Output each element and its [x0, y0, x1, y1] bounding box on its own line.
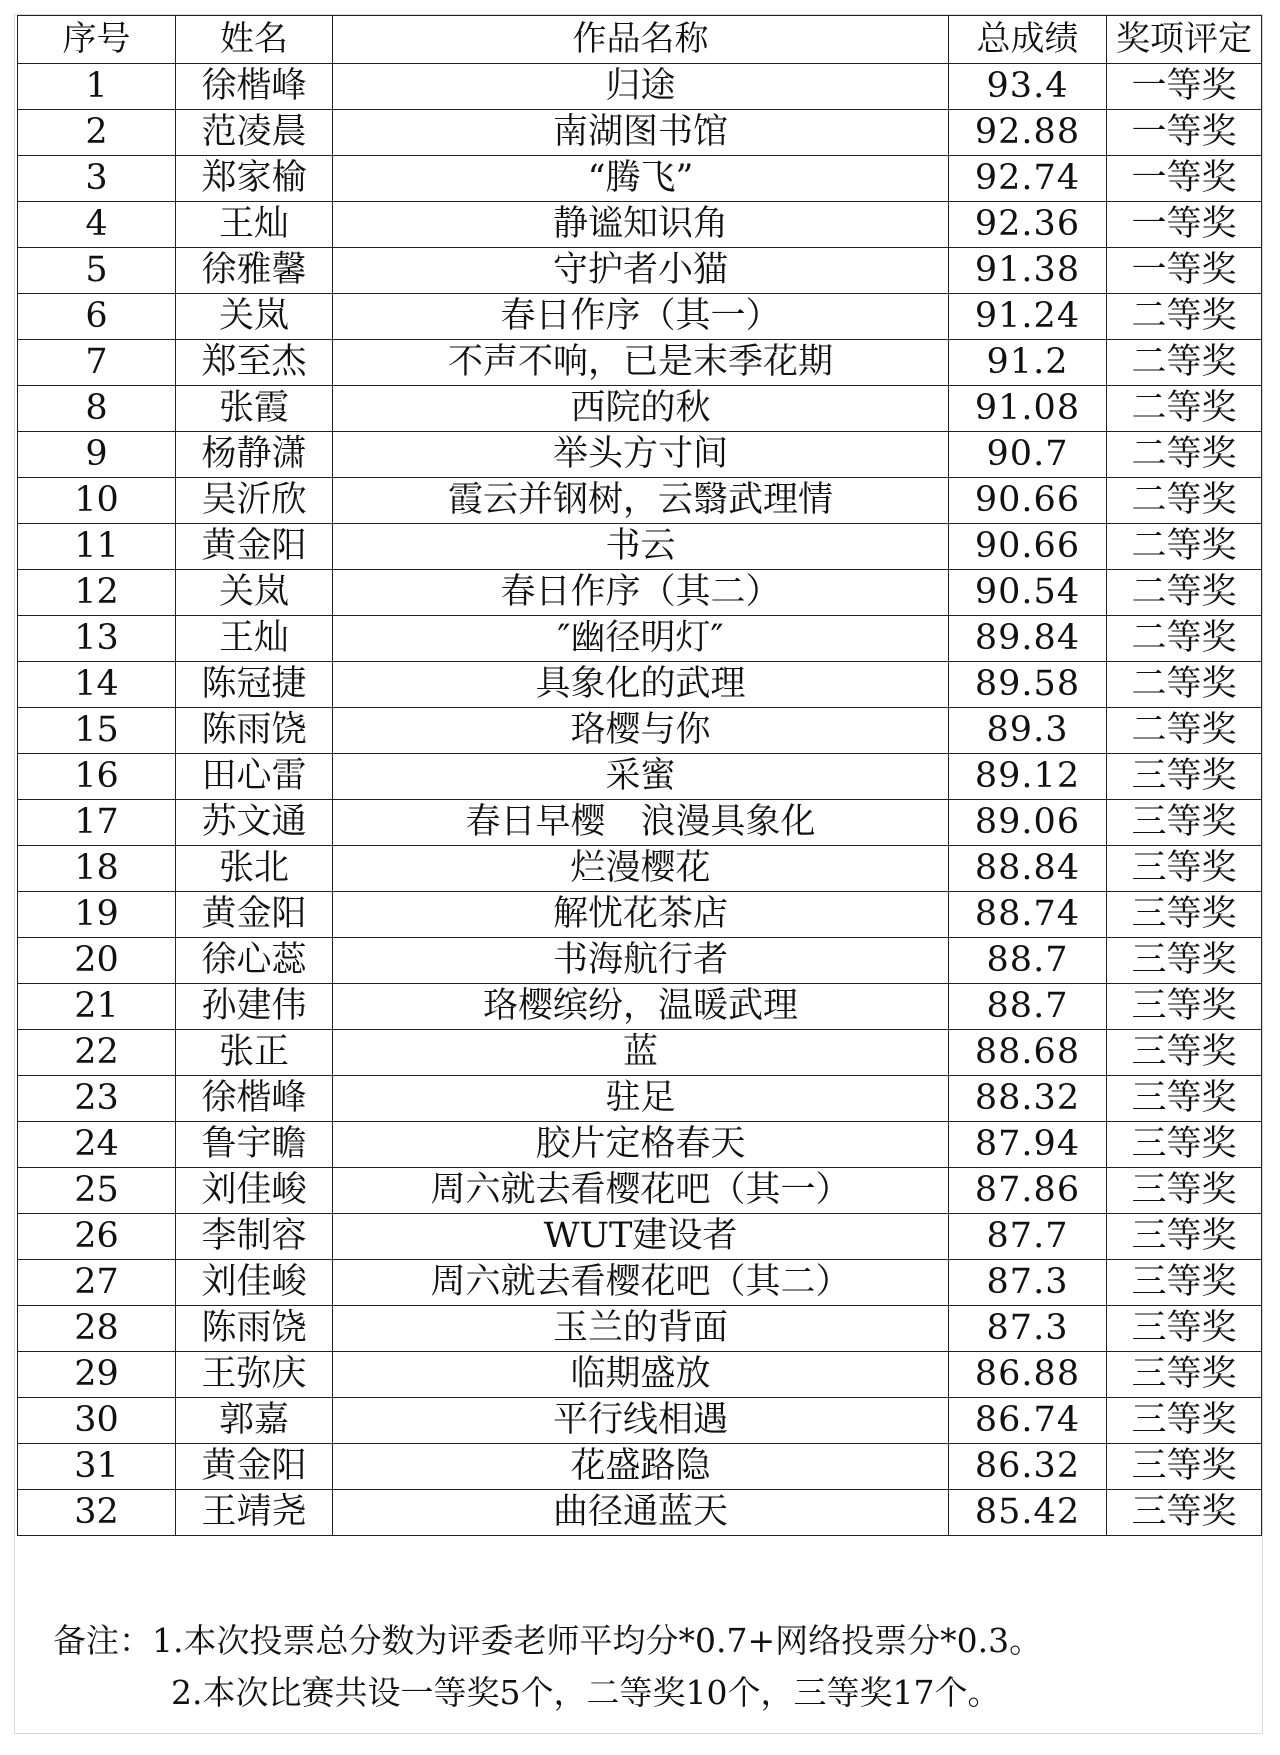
table-row [18, 662, 1262, 708]
cell-name: 黄金阳 [176, 524, 333, 570]
cell-work-title: 春日早樱 浪漫具象化 [333, 800, 949, 846]
table-row [18, 202, 1262, 248]
cell-index: 10 [18, 478, 176, 524]
cell-score: 89.84 [949, 616, 1107, 662]
cell-name: 陈冠捷 [176, 662, 333, 708]
cell-score: 91.38 [949, 248, 1107, 294]
table-row [18, 110, 1262, 156]
cell-name: 刘佳峻 [176, 1260, 333, 1306]
header-row [18, 16, 1262, 64]
cell-name: 郑家榆 [176, 156, 333, 202]
cell-award: 三等奖 [1107, 1076, 1262, 1122]
cell-award: 三等奖 [1107, 1352, 1262, 1398]
note-line-1: 备注：1.本次投票总分数为评委老师平均分*0.7+网络投票分*0.3。 [53, 1621, 1043, 1660]
cell-name: 张霞 [176, 386, 333, 432]
cell-name: 关岚 [176, 294, 333, 340]
cell-work-title: 解忧花茶店 [333, 892, 949, 938]
cell-award: 二等奖 [1107, 340, 1262, 386]
cell-name: 王弥庆 [176, 1352, 333, 1398]
cell-name: 苏文通 [176, 800, 333, 846]
cell-index: 13 [18, 616, 176, 662]
cell-index: 31 [18, 1444, 176, 1490]
cell-index: 11 [18, 524, 176, 570]
table-row [18, 1214, 1262, 1260]
cell-index: 6 [18, 294, 176, 340]
cell-score: 92.74 [949, 156, 1107, 202]
cell-index: 24 [18, 1122, 176, 1168]
cell-index: 20 [18, 938, 176, 984]
cell-work-title: 胶片定格春天 [333, 1122, 949, 1168]
cell-work-title: 举头方寸间 [333, 432, 949, 478]
cell-name: 范凌晨 [176, 110, 333, 156]
table-row [18, 248, 1262, 294]
cell-index: 16 [18, 754, 176, 800]
cell-name: 郑至杰 [176, 340, 333, 386]
cell-work-title: 花盛路隐 [333, 1444, 949, 1490]
cell-award: 三等奖 [1107, 800, 1262, 846]
cell-name: 关岚 [176, 570, 333, 616]
table-row [18, 938, 1262, 984]
cell-award: 三等奖 [1107, 754, 1262, 800]
cell-work-title: 春日作序（其一） [333, 294, 949, 340]
cell-score: 89.12 [949, 754, 1107, 800]
cell-award: 一等奖 [1107, 248, 1262, 294]
cell-name: 张北 [176, 846, 333, 892]
cell-name: 王灿 [176, 202, 333, 248]
cell-score: 88.84 [949, 846, 1107, 892]
cell-award: 一等奖 [1107, 202, 1262, 248]
table-row [18, 570, 1262, 616]
cell-work-title: 南湖图书馆 [333, 110, 949, 156]
cell-name: 吴沂欣 [176, 478, 333, 524]
cell-index: 5 [18, 248, 176, 294]
cell-index: 28 [18, 1306, 176, 1352]
cell-score: 89.06 [949, 800, 1107, 846]
cell-score: 86.32 [949, 1444, 1107, 1490]
award-results-sheet [14, 14, 1263, 1734]
cell-score: 93.4 [949, 64, 1107, 110]
cell-index: 14 [18, 662, 176, 708]
cell-score: 92.36 [949, 202, 1107, 248]
cell-score: 88.7 [949, 984, 1107, 1030]
header-total-score: 总成绩 [949, 16, 1107, 64]
cell-work-title: 周六就去看樱花吧（其一） [333, 1168, 949, 1214]
table-row [18, 1122, 1262, 1168]
table-row [18, 1306, 1262, 1352]
cell-work-title: 归途 [333, 64, 949, 110]
cell-award: 一等奖 [1107, 156, 1262, 202]
cell-work-title: 驻足 [333, 1076, 949, 1122]
cell-work-title: WUT建设者 [333, 1214, 949, 1260]
table-row [18, 478, 1262, 524]
cell-name: 徐雅馨 [176, 248, 333, 294]
cell-name: 黄金阳 [176, 1444, 333, 1490]
cell-award: 三等奖 [1107, 984, 1262, 1030]
cell-award: 二等奖 [1107, 478, 1262, 524]
table-row [18, 1076, 1262, 1122]
cell-work-title: 守护者小猫 [333, 248, 949, 294]
table-row [18, 432, 1262, 478]
cell-award: 二等奖 [1107, 294, 1262, 340]
cell-name: 孙建伟 [176, 984, 333, 1030]
cell-score: 87.3 [949, 1306, 1107, 1352]
cell-award: 一等奖 [1107, 110, 1262, 156]
cell-score: 91.08 [949, 386, 1107, 432]
cell-work-title: 不声不响，已是末季花期 [333, 340, 949, 386]
cell-index: 27 [18, 1260, 176, 1306]
table-row [18, 340, 1262, 386]
cell-score: 90.66 [949, 478, 1107, 524]
cell-score: 89.58 [949, 662, 1107, 708]
cell-index: 2 [18, 110, 176, 156]
cell-work-title: ″幽径明灯″ [333, 616, 949, 662]
cell-score: 88.7 [949, 938, 1107, 984]
cell-score: 87.7 [949, 1214, 1107, 1260]
table-row [18, 846, 1262, 892]
table-row [18, 294, 1262, 340]
cell-score: 90.54 [949, 570, 1107, 616]
cell-work-title: 平行线相遇 [333, 1398, 949, 1444]
cell-score: 86.74 [949, 1398, 1107, 1444]
cell-name: 田心雷 [176, 754, 333, 800]
cell-name: 徐心蕊 [176, 938, 333, 984]
cell-score: 91.24 [949, 294, 1107, 340]
cell-award: 三等奖 [1107, 938, 1262, 984]
cell-score: 90.7 [949, 432, 1107, 478]
table-row [18, 1352, 1262, 1398]
cell-award: 二等奖 [1107, 570, 1262, 616]
cell-award: 三等奖 [1107, 1168, 1262, 1214]
cell-score: 91.2 [949, 340, 1107, 386]
cell-score: 89.3 [949, 708, 1107, 754]
table-row [18, 1260, 1262, 1306]
cell-index: 1 [18, 64, 176, 110]
table-row [18, 524, 1262, 570]
cell-award: 三等奖 [1107, 1214, 1262, 1260]
table-row [18, 984, 1262, 1030]
cell-name: 张正 [176, 1030, 333, 1076]
table-row [18, 754, 1262, 800]
cell-work-title: 曲径通蓝天 [333, 1490, 949, 1536]
cell-award: 二等奖 [1107, 386, 1262, 432]
cell-name: 王灿 [176, 616, 333, 662]
cell-index: 25 [18, 1168, 176, 1214]
cell-index: 32 [18, 1490, 176, 1536]
cell-work-title: 珞樱与你 [333, 708, 949, 754]
cell-work-title: 周六就去看樱花吧（其二） [333, 1260, 949, 1306]
cell-work-title: “腾飞” [333, 156, 949, 202]
cell-award: 三等奖 [1107, 892, 1262, 938]
header-name: 姓名 [176, 16, 333, 64]
cell-score: 88.68 [949, 1030, 1107, 1076]
cell-award: 三等奖 [1107, 1260, 1262, 1306]
cell-score: 92.88 [949, 110, 1107, 156]
cell-index: 8 [18, 386, 176, 432]
cell-award: 三等奖 [1107, 1030, 1262, 1076]
cell-score: 88.32 [949, 1076, 1107, 1122]
table-row [18, 708, 1262, 754]
cell-index: 3 [18, 156, 176, 202]
cell-award: 二等奖 [1107, 432, 1262, 478]
table-row [18, 1168, 1262, 1214]
cell-work-title: 玉兰的背面 [333, 1306, 949, 1352]
results-table [17, 15, 1262, 1536]
cell-work-title: 书云 [333, 524, 949, 570]
cell-award: 二等奖 [1107, 524, 1262, 570]
cell-work-title: 蓝 [333, 1030, 949, 1076]
cell-award: 二等奖 [1107, 708, 1262, 754]
cell-name: 徐楷峰 [176, 64, 333, 110]
cell-name: 陈雨饶 [176, 708, 333, 754]
cell-award: 三等奖 [1107, 1398, 1262, 1444]
cell-score: 88.74 [949, 892, 1107, 938]
cell-name: 刘佳峻 [176, 1168, 333, 1214]
cell-award: 二等奖 [1107, 662, 1262, 708]
cell-index: 29 [18, 1352, 176, 1398]
cell-work-title: 静谧知识角 [333, 202, 949, 248]
cell-work-title: 书海航行者 [333, 938, 949, 984]
cell-index: 30 [18, 1398, 176, 1444]
cell-work-title: 采蜜 [333, 754, 949, 800]
cell-work-title: 烂漫樱花 [333, 846, 949, 892]
cell-index: 17 [18, 800, 176, 846]
header-index: 序号 [18, 16, 176, 64]
table-row [18, 386, 1262, 432]
cell-award: 三等奖 [1107, 1490, 1262, 1536]
cell-award: 三等奖 [1107, 1306, 1262, 1352]
cell-award: 三等奖 [1107, 846, 1262, 892]
cell-name: 李制容 [176, 1214, 333, 1260]
cell-index: 9 [18, 432, 176, 478]
table-row [18, 800, 1262, 846]
cell-name: 陈雨饶 [176, 1306, 333, 1352]
cell-score: 86.88 [949, 1352, 1107, 1398]
notes [53, 1615, 1253, 1719]
cell-name: 鲁宇瞻 [176, 1122, 333, 1168]
table-row [18, 892, 1262, 938]
cell-award: 三等奖 [1107, 1122, 1262, 1168]
cell-work-title: 西院的秋 [333, 386, 949, 432]
cell-work-title: 珞樱缤纷，温暖武理 [333, 984, 949, 1030]
cell-index: 19 [18, 892, 176, 938]
cell-score: 87.94 [949, 1122, 1107, 1168]
table-row [18, 156, 1262, 202]
cell-award: 一等奖 [1107, 64, 1262, 110]
cell-name: 王靖尧 [176, 1490, 333, 1536]
cell-award: 二等奖 [1107, 616, 1262, 662]
cell-index: 4 [18, 202, 176, 248]
table-row [18, 1444, 1262, 1490]
cell-score: 85.42 [949, 1490, 1107, 1536]
header-work-title: 作品名称 [333, 16, 949, 64]
cell-index: 15 [18, 708, 176, 754]
cell-score: 87.86 [949, 1168, 1107, 1214]
table-row [18, 64, 1262, 110]
cell-index: 26 [18, 1214, 176, 1260]
cell-name: 徐楷峰 [176, 1076, 333, 1122]
cell-index: 12 [18, 570, 176, 616]
cell-index: 18 [18, 846, 176, 892]
cell-index: 23 [18, 1076, 176, 1122]
cell-index: 22 [18, 1030, 176, 1076]
table-row [18, 1398, 1262, 1444]
note-line-2: 2.本次比赛共设一等奖5个，二等奖10个，三等奖17个。 [171, 1673, 1001, 1712]
cell-work-title: 具象化的武理 [333, 662, 949, 708]
cell-index: 7 [18, 340, 176, 386]
cell-score: 90.66 [949, 524, 1107, 570]
table-row [18, 616, 1262, 662]
table-row [18, 1030, 1262, 1076]
cell-score: 87.3 [949, 1260, 1107, 1306]
cell-award: 三等奖 [1107, 1444, 1262, 1490]
cell-work-title: 春日作序（其二） [333, 570, 949, 616]
cell-index: 21 [18, 984, 176, 1030]
table-row [18, 1490, 1262, 1536]
cell-work-title: 霞云并钢树，云翳武理情 [333, 478, 949, 524]
cell-work-title: 临期盛放 [333, 1352, 949, 1398]
header-award: 奖项评定 [1107, 16, 1262, 64]
cell-name: 黄金阳 [176, 892, 333, 938]
cell-name: 郭嘉 [176, 1398, 333, 1444]
cell-name: 杨静潇 [176, 432, 333, 478]
